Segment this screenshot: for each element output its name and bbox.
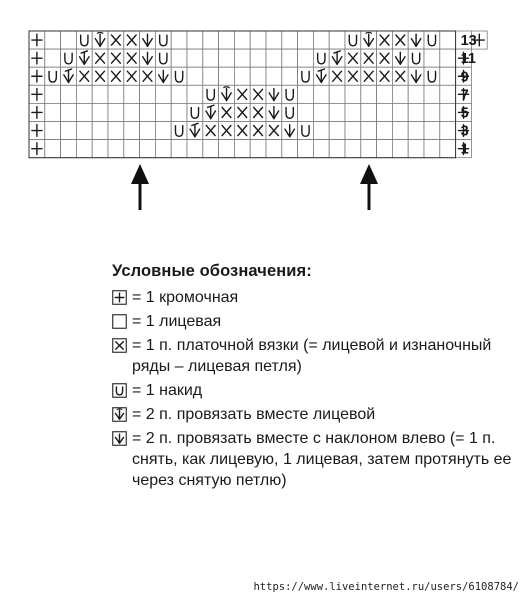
garter-stitch-symbol (392, 31, 408, 49)
knit-stitch-symbol (219, 31, 235, 49)
edge-stitch-symbol (29, 140, 45, 158)
k2tog-symbol (92, 31, 108, 49)
legend (112, 262, 512, 494)
knitting-chart (0, 0, 527, 240)
knit-stitch-symbol (298, 85, 314, 103)
yarn-over-symbol (313, 49, 329, 67)
knit-stitch-symbol (203, 49, 219, 67)
knit-stitch-symbol (108, 85, 124, 103)
knit-stitch-symbol (329, 103, 345, 121)
knit-stitch-symbol (424, 85, 440, 103)
knit-stitch-symbol (140, 122, 156, 140)
knit-stitch-symbol (282, 140, 298, 158)
legend-item-ssk (112, 428, 512, 491)
left-slant-dec-symbol (392, 49, 408, 67)
garter-stitch-symbol (345, 67, 361, 85)
edge-stitch-symbol (29, 67, 45, 85)
row-number: 7 (460, 87, 469, 104)
knit-stitch-symbol (45, 49, 61, 67)
garter-stitch-symbol (250, 122, 266, 140)
garter-stitch-symbol (108, 49, 124, 67)
yarn-over-symbol (282, 103, 298, 121)
knit-stitch-symbol (140, 103, 156, 121)
knit-stitch-symbol (440, 85, 456, 103)
knit-stitch-symbol (92, 103, 108, 121)
yarn-over-symbol (61, 49, 77, 67)
yarn-over-symbol (203, 85, 219, 103)
knit-stitch-symbol (171, 140, 187, 158)
ssk-symbol (329, 49, 345, 67)
knit-stitch-symbol (234, 67, 250, 85)
yarn-over-symbol (424, 31, 440, 49)
knit-stitch-symbol (219, 49, 235, 67)
yarn-over-symbol (76, 31, 92, 49)
knit-stitch-symbol (171, 103, 187, 121)
yarn-over-symbol (45, 67, 61, 85)
knit-stitch-symbol (424, 140, 440, 158)
knit-stitch-symbol (61, 31, 77, 49)
edge-stitch-symbol (29, 31, 45, 49)
garter-stitch-symbol (92, 67, 108, 85)
knit-stitch-symbol (298, 140, 314, 158)
ssk-symbol (76, 49, 92, 67)
knit-stitch-symbol (171, 85, 187, 103)
garter-stitch-symbol (219, 103, 235, 121)
knit-stitch-symbol (313, 103, 329, 121)
k2tog-symbol (219, 85, 235, 103)
edge-stitch-symbol (29, 122, 45, 140)
knit-stitch-symbol (219, 67, 235, 85)
knit-stitch-symbol (171, 49, 187, 67)
knit-stitch-symbol (45, 140, 61, 158)
yarn-over-symbol (345, 31, 361, 49)
knit-stitch-symbol (440, 103, 456, 121)
knit-stitch-symbol (424, 103, 440, 121)
knit-stitch-symbol (171, 31, 187, 49)
knit-stitch-symbol (61, 122, 77, 140)
yarn-over-symbol (408, 49, 424, 67)
yarn-over-symbol (187, 103, 203, 121)
knit-stitch-symbol (92, 122, 108, 140)
knit-stitch-symbol (187, 85, 203, 103)
garter-stitch-symbol (124, 31, 140, 49)
row-numbers (461, 33, 477, 158)
arrow-up-icon (131, 164, 149, 210)
knit-stitch-symbol (203, 140, 219, 158)
garter-stitch-symbol (140, 67, 156, 85)
knit-stitch-symbol (203, 67, 219, 85)
knit-stitch-symbol (61, 85, 77, 103)
knit-stitch-symbol (124, 103, 140, 121)
knit-stitch-symbol (440, 122, 456, 140)
knit-stitch-symbol (61, 103, 77, 121)
garter-stitch-symbol (234, 103, 250, 121)
knit-stitch-symbol (155, 85, 171, 103)
edge-symbol-icon (112, 290, 127, 305)
yarn-over-symbol (155, 49, 171, 67)
left-slant-dec-symbol (266, 85, 282, 103)
left-slant-dec-symbol (155, 67, 171, 85)
legend-item-k2tog (112, 404, 512, 425)
knit-stitch-symbol (329, 31, 345, 49)
knit-stitch-symbol (266, 49, 282, 67)
knit-stitch-symbol (440, 31, 456, 49)
knit-stitch-symbol (266, 67, 282, 85)
knit-stitch-symbol (361, 85, 377, 103)
row-number: 9 (460, 69, 469, 86)
garter-symbol-icon (112, 338, 127, 353)
knit-stitch-symbol (440, 49, 456, 67)
knit-stitch-symbol (377, 140, 393, 158)
yarn-over-symbol (282, 85, 298, 103)
knit-stitch-symbol (250, 31, 266, 49)
knit-stitch-symbol (329, 122, 345, 140)
row-number: 5 (460, 105, 469, 122)
garter-stitch-symbol (361, 67, 377, 85)
knit-stitch-symbol (76, 103, 92, 121)
yarn-over-symbol (298, 67, 314, 85)
legend-title: Условные обозначения: (112, 262, 312, 280)
knit-stitch-symbol (155, 122, 171, 140)
left-slant-dec-symbol (266, 103, 282, 121)
knit-stitch-symbol (377, 103, 393, 121)
yarn-over-symbol (171, 122, 187, 140)
knit-stitch-symbol (313, 140, 329, 158)
legend-item-text: = 1 кромочная (132, 289, 239, 306)
knit-stitch-symbol (298, 31, 314, 49)
knit-stitch-symbol (187, 67, 203, 85)
ssk-symbol (313, 67, 329, 85)
edge-stitch-symbol (29, 103, 45, 121)
knit-stitch-symbol (392, 122, 408, 140)
legend-item-yarnover (112, 380, 512, 401)
yarn-over-symbol (171, 67, 187, 85)
left-slant-dec-symbol (140, 31, 156, 49)
knit-stitch-symbol (61, 140, 77, 158)
legend-item-text: = 1 накид (132, 382, 203, 399)
ssk-symbol-icon (112, 431, 127, 446)
knit-stitch-symbol (313, 85, 329, 103)
knit-stitch-symbol (282, 49, 298, 67)
legend-item-text: = 2 п. провязать вместе лицевой (132, 406, 376, 423)
knit-stitch-symbol (282, 67, 298, 85)
garter-stitch-symbol (250, 103, 266, 121)
knit-stitch-symbol (408, 140, 424, 158)
legend-item-edge (112, 287, 512, 308)
knit-stitch-symbol (377, 85, 393, 103)
knit-stitch-symbol (298, 49, 314, 67)
knit-stitch-symbol (377, 122, 393, 140)
ssk-symbol (203, 103, 219, 121)
knit-stitch-symbol (140, 85, 156, 103)
knit-stitch-symbol (313, 31, 329, 49)
yarn-over-symbol (298, 122, 314, 140)
garter-stitch-symbol (377, 31, 393, 49)
legend-item-garter (112, 335, 512, 377)
edge-stitch-symbol (29, 49, 45, 67)
knit-stitch-symbol (392, 85, 408, 103)
yarnover-symbol-icon (112, 383, 127, 398)
knit-stitch-symbol (345, 103, 361, 121)
knit-stitch-symbol (203, 31, 219, 49)
knit-stitch-symbol (392, 103, 408, 121)
arrow-up-icon (360, 164, 378, 210)
garter-stitch-symbol (329, 67, 345, 85)
garter-stitch-symbol (124, 67, 140, 85)
yarn-over-symbol (155, 31, 171, 49)
knit-stitch-symbol (345, 85, 361, 103)
garter-stitch-symbol (392, 67, 408, 85)
source-url: https://www.liveinternet.ru/users/6108784/ (253, 581, 519, 593)
knit-stitch-symbol (108, 103, 124, 121)
garter-stitch-symbol (234, 85, 250, 103)
knit-stitch-symbol (329, 140, 345, 158)
knit-stitch-symbol (187, 140, 203, 158)
knit-stitch-symbol (313, 122, 329, 140)
left-slant-dec-symbol (282, 122, 298, 140)
garter-stitch-symbol (361, 49, 377, 67)
knit-stitch-symbol (76, 122, 92, 140)
legend-item-text: = 2 п. провязать вместе с наклоном влево (= 1 п. снять, как лицевую, 1 лицевая, затем протянуть ее через снятую петлю) (132, 430, 512, 489)
knit-stitch-symbol (92, 140, 108, 158)
knit-stitch-symbol (361, 140, 377, 158)
knit-stitch-symbol (250, 140, 266, 158)
knit-stitch-symbol (76, 140, 92, 158)
row-number: 13 (460, 33, 477, 50)
knit-stitch-symbol (234, 49, 250, 67)
knit-stitch-symbol (234, 31, 250, 49)
garter-stitch-symbol (108, 67, 124, 85)
knit-stitch-symbol (76, 85, 92, 103)
knit-stitch-symbol (266, 31, 282, 49)
knit-stitch-symbol (45, 122, 61, 140)
knit-stitch-symbol (250, 67, 266, 85)
k2tog-symbol (361, 31, 377, 49)
knit-stitch-symbol (219, 140, 235, 158)
knit-stitch-symbol (124, 85, 140, 103)
knit-stitch-symbol (45, 31, 61, 49)
knit-stitch-symbol (266, 140, 282, 158)
knit-stitch-symbol (424, 49, 440, 67)
garter-stitch-symbol (76, 67, 92, 85)
left-slant-dec-symbol (408, 67, 424, 85)
knit-stitch-symbol (155, 140, 171, 158)
knit-stitch-symbol (45, 103, 61, 121)
knit-stitch-symbol (440, 67, 456, 85)
garter-stitch-symbol (266, 122, 282, 140)
knit-stitch-symbol (187, 49, 203, 67)
knit-stitch-symbol (250, 49, 266, 67)
knit-stitch-symbol (345, 122, 361, 140)
knit-stitch-symbol (187, 31, 203, 49)
knit-stitch-symbol (361, 122, 377, 140)
garter-stitch-symbol (108, 31, 124, 49)
legend-item-text: = 1 п. платочной вязки (= лицевой и изнаночный ряды – лицевая петля) (132, 337, 492, 375)
ssk-symbol (187, 122, 203, 140)
knit-stitch-symbol (155, 103, 171, 121)
knit-stitch-symbol (345, 140, 361, 158)
knit-symbol-icon (112, 314, 127, 329)
knit-stitch-symbol (440, 140, 456, 158)
legend-item-text: = 1 лицевая (132, 313, 222, 330)
left-slant-dec-symbol (140, 49, 156, 67)
garter-stitch-symbol (219, 122, 235, 140)
pattern-repeat-arrows (131, 164, 378, 210)
knit-stitch-symbol (329, 85, 345, 103)
knit-stitch-symbol (392, 140, 408, 158)
garter-stitch-symbol (234, 122, 250, 140)
knit-stitch-symbol (108, 122, 124, 140)
knit-stitch-symbol (361, 103, 377, 121)
garter-stitch-symbol (377, 67, 393, 85)
knit-stitch-symbol (424, 122, 440, 140)
knit-stitch-symbol (234, 140, 250, 158)
knit-stitch-symbol (140, 140, 156, 158)
garter-stitch-symbol (92, 49, 108, 67)
garter-stitch-symbol (345, 49, 361, 67)
garter-stitch-symbol (250, 85, 266, 103)
garter-stitch-symbol (377, 49, 393, 67)
knit-stitch-symbol (45, 85, 61, 103)
row-number: 11 (460, 51, 476, 68)
knit-stitch-symbol (108, 140, 124, 158)
garter-stitch-symbol (124, 49, 140, 67)
ssk-symbol (61, 67, 77, 85)
chart-grid (29, 31, 487, 158)
knit-stitch-symbol (124, 140, 140, 158)
knit-stitch-symbol (124, 122, 140, 140)
k2tog-symbol-icon (112, 407, 127, 422)
knit-stitch-symbol (298, 103, 314, 121)
edge-stitch-symbol (29, 85, 45, 103)
row-number: 3 (460, 123, 469, 140)
garter-stitch-symbol (203, 122, 219, 140)
knit-stitch-symbol (408, 122, 424, 140)
left-slant-dec-symbol (408, 31, 424, 49)
knit-stitch-symbol (408, 103, 424, 121)
legend-list (112, 287, 512, 491)
yarn-over-symbol (424, 67, 440, 85)
row-number: 1 (460, 141, 469, 158)
knit-stitch-symbol (408, 85, 424, 103)
knit-stitch-symbol (282, 31, 298, 49)
legend-item-knit (112, 311, 512, 332)
knit-stitch-symbol (92, 85, 108, 103)
